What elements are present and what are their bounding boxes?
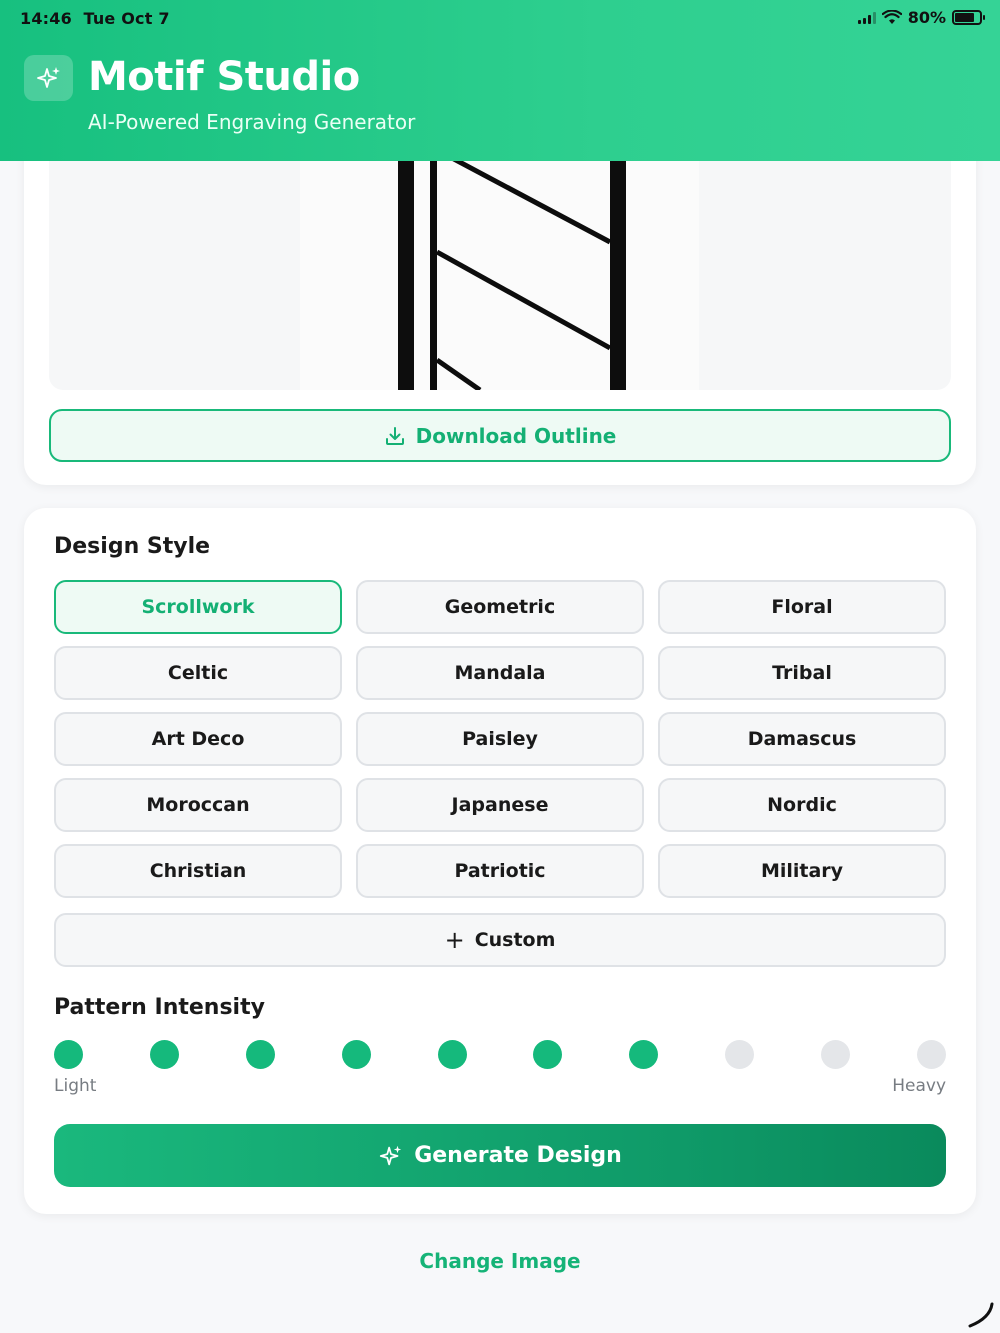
change-image-link[interactable]: Change Image	[419, 1249, 581, 1273]
intensity-dot-3[interactable]	[246, 1040, 275, 1069]
sparkle-icon	[378, 1143, 404, 1169]
style-option-scrollwork[interactable]: Scrollwork	[54, 580, 342, 634]
style-option-art-deco[interactable]: Art Deco	[54, 712, 342, 766]
generate-design-button[interactable]	[54, 1124, 946, 1187]
style-option-mandala[interactable]: Mandala	[356, 646, 644, 700]
clock: 14:46	[20, 9, 72, 28]
app-header	[0, 0, 1000, 161]
custom-style-label: Custom	[474, 929, 556, 951]
intensity-dot-10[interactable]	[917, 1040, 946, 1069]
status-bar	[0, 0, 1000, 36]
date: Tue Oct 7	[83, 9, 170, 28]
preview-card	[24, 120, 976, 485]
intensity-min-label: Light	[54, 1076, 97, 1096]
status-time	[20, 9, 170, 28]
sparkle-logo-icon	[24, 55, 73, 101]
pattern-intensity-title: Pattern Intensity	[54, 995, 265, 1020]
wifi-icon	[882, 10, 902, 25]
style-option-military[interactable]: Military	[658, 844, 946, 898]
style-option-floral[interactable]: Floral	[658, 580, 946, 634]
engraving-preview-image	[300, 150, 699, 390]
plus-icon: +	[444, 926, 465, 954]
style-option-geometric[interactable]: Geometric	[356, 580, 644, 634]
style-option-moroccan[interactable]: Moroccan	[54, 778, 342, 832]
intensity-dot-9[interactable]	[821, 1040, 850, 1069]
style-option-tribal[interactable]: Tribal	[658, 646, 946, 700]
style-option-christian[interactable]: Christian	[54, 844, 342, 898]
intensity-dot-6[interactable]	[533, 1040, 562, 1069]
intensity-dot-7[interactable]	[629, 1040, 658, 1069]
battery-percent: 80%	[907, 8, 946, 27]
intensity-dot-8[interactable]	[725, 1040, 754, 1069]
style-option-patriotic[interactable]: Patriotic	[356, 844, 644, 898]
design-style-title: Design Style	[54, 534, 211, 559]
intensity-dot-5[interactable]	[438, 1040, 467, 1069]
style-option-japanese[interactable]: Japanese	[356, 778, 644, 832]
style-option-nordic[interactable]: Nordic	[658, 778, 946, 832]
design-style-card	[24, 508, 976, 1214]
style-option-damascus[interactable]: Damascus	[658, 712, 946, 766]
app-title: Motif Studio	[88, 54, 360, 100]
app-subtitle: AI-Powered Engraving Generator	[88, 110, 416, 134]
intensity-dot-1[interactable]	[54, 1040, 83, 1069]
style-option-celtic[interactable]: Celtic	[54, 646, 342, 700]
style-grid	[54, 580, 946, 898]
download-icon	[384, 425, 406, 447]
battery-icon	[952, 10, 982, 25]
intensity-dot-4[interactable]	[342, 1040, 371, 1069]
generate-design-label: Generate Design	[414, 1143, 622, 1168]
download-outline-button[interactable]	[49, 409, 951, 462]
cellular-signal-icon	[858, 12, 876, 24]
custom-style-button[interactable]	[54, 913, 946, 967]
intensity-selector	[54, 1040, 946, 1069]
loading-spinner-icon	[966, 1300, 996, 1330]
preview-area	[49, 150, 951, 390]
download-outline-label: Download Outline	[415, 423, 617, 448]
intensity-dot-2[interactable]	[150, 1040, 179, 1069]
status-indicators	[858, 8, 982, 27]
intensity-max-label: Heavy	[892, 1076, 946, 1096]
style-option-paisley[interactable]: Paisley	[356, 712, 644, 766]
